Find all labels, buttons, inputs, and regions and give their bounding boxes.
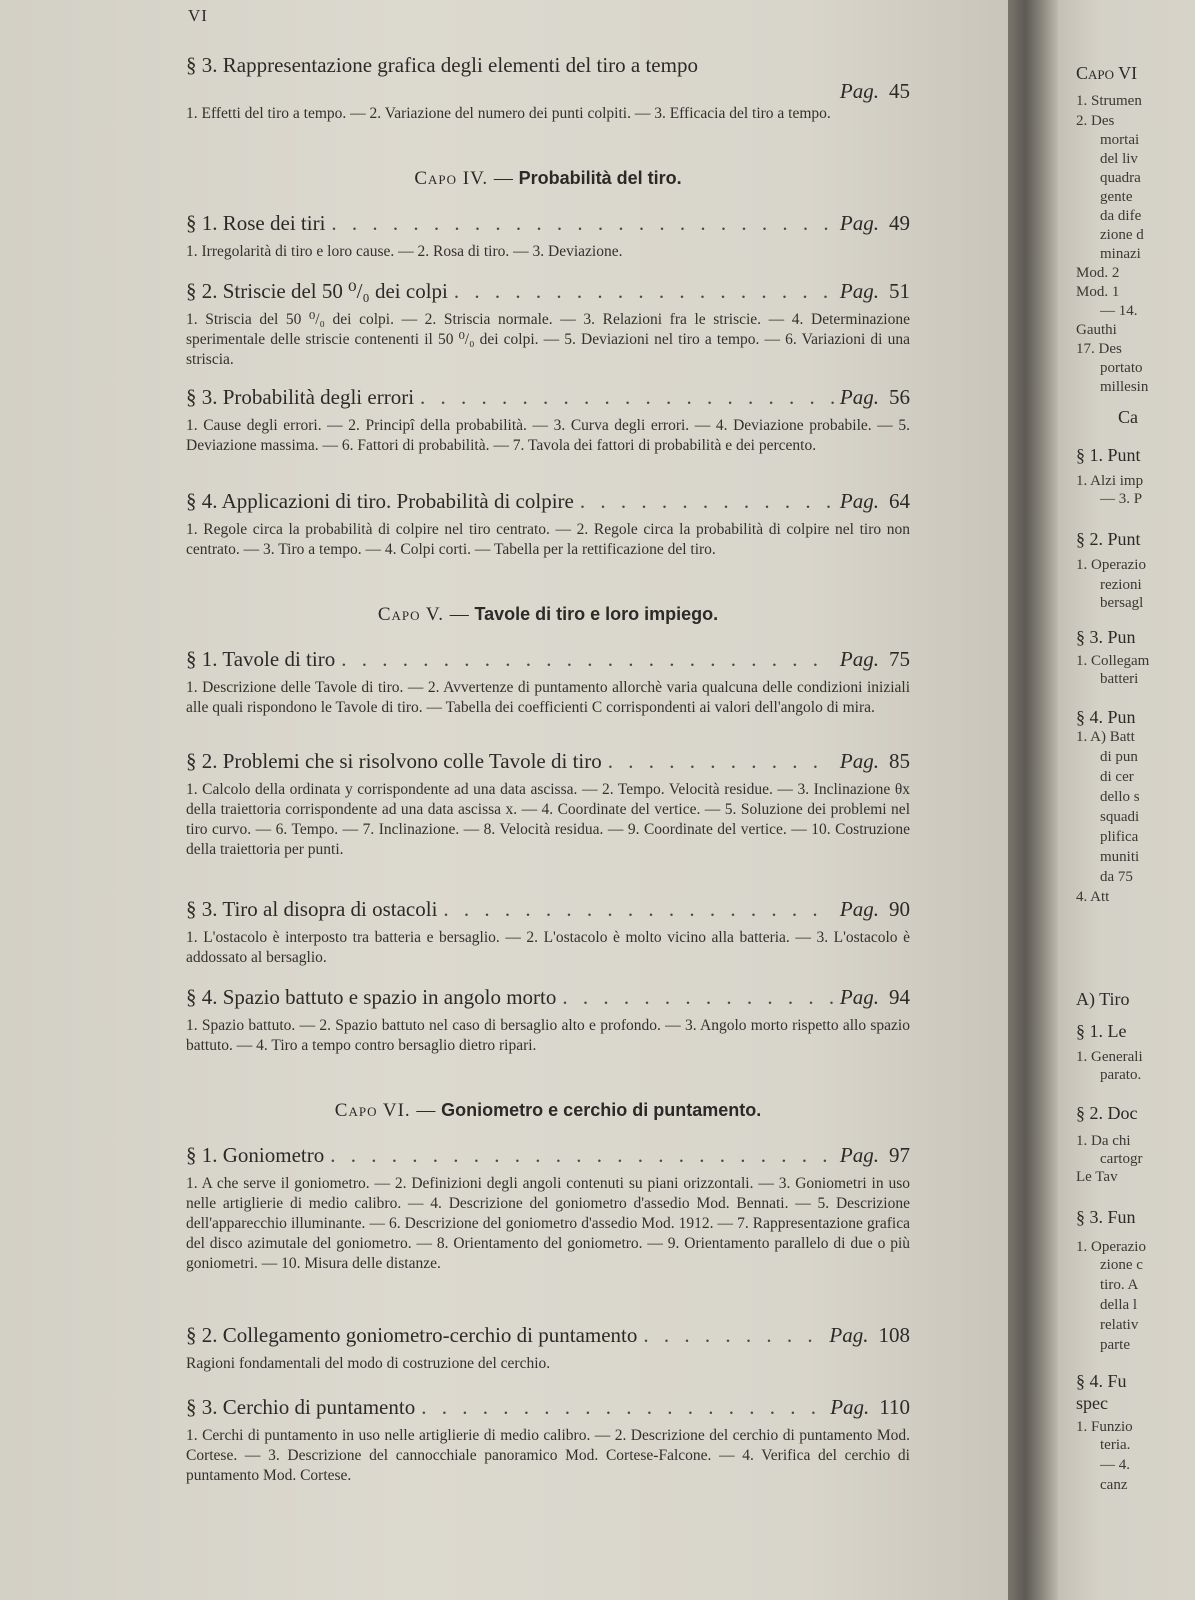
- section-heading: [186, 1394, 910, 1420]
- page-number: 51: [889, 279, 910, 303]
- page-label: Pag.: [839, 749, 879, 773]
- facing-page-line: Ca: [1118, 407, 1138, 427]
- section-summary: 1. Striscia del 50 ⁰/₀ dei colpi. — 2. Striscia normale. — 3. Relazioni fra le striscie. — 4. Determinazione sperimentale delle striscie contenenti il 50 ⁰/₀ dei colpi. — 5. Deviazioni nel tiro a tempo. — 6. Variazioni di una striscia.: [186, 311, 910, 368]
- section-summary: 1. Irregolarità di tiro e loro cause. — 2. Rosa di tiro. — 3. Deviazione.: [186, 243, 623, 260]
- chapter-heading: [186, 166, 910, 191]
- toc-entry: [186, 1394, 910, 1486]
- facing-page-line: teria.: [1100, 1437, 1131, 1453]
- leader-dots: [443, 896, 834, 922]
- section-title: § 4. Spazio battuto e spazio in angolo morto: [186, 985, 557, 1009]
- section-title: § 3. Probabilità degli errori: [186, 385, 415, 409]
- facing-page-line: § 1. Punt: [1076, 445, 1141, 465]
- facing-page-line: muniti: [1100, 849, 1140, 865]
- facing-page-line: 1. Generali: [1076, 1049, 1143, 1065]
- chapter-title: Goniometro e cerchio di puntamento.: [441, 1100, 762, 1120]
- toc-entry: [186, 210, 910, 262]
- facing-page-line: § 1. Le: [1076, 1021, 1127, 1041]
- facing-page-line: zione d: [1100, 227, 1144, 243]
- section-heading: [186, 210, 910, 236]
- toc-entry: [186, 52, 910, 124]
- folio-number: VI: [188, 6, 208, 25]
- facing-page-line: 1. Strumen: [1076, 93, 1142, 109]
- facing-page-line: 1. Funzio: [1076, 1419, 1133, 1435]
- section-summary: 1. L'ostacolo è interposto tra batteria e bersaglio. — 2. L'ostacolo è molto vicino alla batteria. — 3. L'ostacolo è addossato al bersaglio.: [186, 929, 910, 966]
- toc-entry: [186, 1142, 910, 1274]
- section-heading: [186, 488, 910, 514]
- leader-dots: [341, 646, 834, 672]
- facing-page-line: Gauthi: [1076, 322, 1117, 338]
- facing-page-line: Mod. 1: [1076, 284, 1120, 300]
- facing-page-line: — 4.: [1100, 1457, 1130, 1473]
- page-number: 90: [889, 897, 910, 921]
- facing-page-line: § 3. Pun: [1076, 627, 1136, 647]
- facing-page-line: 4. Att: [1076, 889, 1110, 905]
- page-number: 110: [879, 1395, 910, 1419]
- facing-page-line: da dife: [1100, 208, 1142, 224]
- facing-page-line: § 3. Fun: [1076, 1207, 1136, 1227]
- facing-page-line: zione c: [1100, 1257, 1143, 1273]
- toc-entry: [186, 278, 910, 370]
- facing-page-line: § 2. Doc: [1076, 1103, 1138, 1123]
- chapter-title: Tavole di tiro e loro impiego.: [474, 604, 719, 624]
- facing-page-line: § 4. Fu: [1076, 1371, 1127, 1391]
- page-number: 85: [889, 749, 910, 773]
- toc-entry: [186, 488, 910, 560]
- section-title: § 2. Problemi che si risolvono colle Tavole di tiro: [186, 749, 602, 773]
- page-label: Pag.: [830, 1395, 870, 1419]
- section-title: § 1. Goniometro: [186, 1143, 325, 1167]
- leader-dots: [580, 488, 834, 514]
- page-number: 45: [889, 79, 910, 103]
- toc-entry: [186, 896, 910, 968]
- leader-dots: [608, 748, 834, 774]
- facing-page-line: A) Tiro: [1076, 989, 1130, 1009]
- section-title: § 3. Rappresentazione grafica degli elementi del tiro a tempo: [186, 53, 698, 77]
- facing-page-line: — 14.: [1100, 303, 1138, 319]
- section-summary: 1. A che serve il goniometro. — 2. Definizioni degli angoli contenuti su piani orizzontali. — 3. Goniometri in uso nelle artiglierie di medio calibro. — 4. Descrizione del goniometro d'assedio Mod. Bennati. — 5. Descrizione dell'apparecchio illuminante. — 6. Descrizione del goniometro d'assedio Mod. 1912. — 7. Rappresentazione grafica del disco azimutale del goniometro. — 8. Orientamento del goniometro. — 9. Orientamento parallelo di due o più goniometri. — 10. Misura delle distanze.: [186, 1175, 910, 1272]
- facing-page-line: 1. Operazio: [1076, 557, 1146, 573]
- facing-page-line: del liv: [1100, 151, 1138, 167]
- page-label: Pag.: [829, 1323, 869, 1347]
- section-summary: 1. Spazio battuto. — 2. Spazio battuto nel caso di bersaglio alto e profondo. — 3. Angolo morto rispetto allo spazio battuto. — 4. Tiro a tempo contro bersaglio dietro ripari.: [186, 1017, 910, 1054]
- section-summary: 1. Regole circa la probabilità di colpire nel tiro centrato. — 2. Regole circa la probabilità di colpire nel tiro non centrato. — 3. Tiro a tempo. — 4. Colpi corti. — Tabella per la rettificazione del tiro.: [186, 521, 910, 558]
- leader-dots: [420, 384, 834, 410]
- facing-page-line: parato.: [1100, 1067, 1142, 1083]
- page-number: 97: [889, 1143, 910, 1167]
- section-title: § 2. Collegamento goniometro-cerchio di puntamento: [186, 1323, 638, 1347]
- leader-dots: [643, 1322, 823, 1348]
- facing-page-line: di pun: [1100, 749, 1138, 765]
- section-heading: [186, 1322, 910, 1348]
- page-label: Pag.: [839, 1143, 879, 1167]
- facing-page-line: squadi: [1100, 809, 1140, 825]
- facing-page-header: Capo VI: [1076, 63, 1138, 83]
- facing-page-line: minazi: [1100, 246, 1141, 262]
- page-label: Pag.: [839, 985, 879, 1009]
- facing-page-line: 1. Alzi imp: [1076, 473, 1144, 489]
- section-summary: 1. Effetti del tiro a tempo. — 2. Variazione del numero dei punti colpiti. — 3. Efficacia del tiro a tempo.: [186, 105, 831, 122]
- section-title: § 1. Tavole di tiro: [186, 647, 336, 671]
- facing-page-line: cartogr: [1100, 1151, 1143, 1167]
- section-heading: [186, 384, 910, 410]
- page-label: Pag.: [839, 385, 879, 409]
- leader-dots: [330, 1142, 834, 1168]
- chapter-heading: [186, 1098, 910, 1123]
- leader-dots: [562, 984, 834, 1010]
- section-heading: [186, 1142, 910, 1168]
- section-heading: [186, 984, 910, 1010]
- toc-entry: [186, 984, 910, 1056]
- facing-page-line: di cer: [1100, 769, 1134, 785]
- section-title: § 4. Applicazioni di tiro. Probabilità di colpire: [186, 489, 574, 513]
- section-heading: [186, 896, 910, 922]
- section-summary: 1. Cause degli errori. — 2. Principî della probabilità. — 3. Curva degli errori. — 4. Deviazione probabile. — 5. Deviazione massima. — 6. Fattori di probabilità. — 7. Tavola dei fattori di probabilità e dei percento.: [186, 417, 910, 454]
- section-title: § 1. Rose dei tiri: [186, 211, 326, 235]
- facing-page-line: § 4. Pun: [1076, 707, 1136, 727]
- facing-page-line: 1. Da chi: [1076, 1133, 1131, 1149]
- facing-page-line: parte: [1100, 1337, 1130, 1353]
- section-summary: 1. Descrizione delle Tavole di tiro. — 2. Avvertenze di puntamento allorchè varia qualcuna delle condizioni iniziali alle quali rispondono le Tavole di tiro. — Tabella dei coefficienti C corrispondenti ai valori dell'angolo di mira.: [186, 679, 910, 716]
- facing-page-line: plifica: [1100, 829, 1139, 845]
- chapter-label: Capo IV. —: [414, 168, 514, 189]
- facing-page-line: 1. Collegam: [1076, 653, 1150, 669]
- chapter-title: Probabilità del tiro.: [518, 168, 682, 188]
- facing-page-line: mortai: [1100, 132, 1140, 148]
- facing-page-line: canz: [1100, 1477, 1128, 1493]
- page-number: 56: [889, 385, 910, 409]
- page-label: Pag.: [839, 279, 879, 303]
- chapter-heading: [186, 602, 910, 627]
- facing-page-line: bersagl: [1100, 595, 1144, 611]
- section-heading: [186, 52, 910, 104]
- facing-page-line: quadra: [1100, 170, 1141, 186]
- facing-page-line: portato: [1100, 360, 1143, 376]
- section-title: § 3. Tiro al disopra di ostacoli: [186, 897, 438, 921]
- toc-entry: [186, 748, 910, 860]
- page-label: Pag.: [839, 79, 879, 103]
- facing-page-line: 1. Operazio: [1076, 1239, 1146, 1255]
- facing-page-line: 1. A) Batt: [1076, 729, 1135, 745]
- page-number: 49: [889, 211, 910, 235]
- section-summary: Ragioni fondamentali del modo di costruzione del cerchio.: [186, 1355, 551, 1372]
- chapter-label: Capo VI. —: [334, 1100, 437, 1121]
- section-heading: [186, 748, 910, 774]
- leader-dots: [421, 1394, 824, 1420]
- book-gutter: [1008, 0, 1058, 1600]
- facing-page-line: batteri: [1100, 671, 1139, 687]
- section-summary: 1. Calcolo della ordinata y corrispondente ad una data ascissa. — 2. Tempo. Velocità residue. — 3. Inclinazione θx della traiettoria corrispondente ad una data ascissa x. — 4. Coordinate del vertice. — 5. Soluzione dei problemi nel tiro curvo. — 6. Tempo. — 7. Inclinazione. — 8. Velocità residua. — 9. Coordinate del vertice. — 10. Costruzione della traiettoria per punti.: [186, 781, 910, 858]
- facing-page-line: tiro. A: [1100, 1277, 1139, 1293]
- page-number: 64: [889, 489, 910, 513]
- facing-page-line: Mod. 2: [1076, 265, 1120, 281]
- facing-page-line: millesin: [1100, 379, 1149, 395]
- facing-page: [1058, 0, 1195, 1600]
- chapter-label: Capo V. —: [377, 604, 470, 625]
- leader-dots: [454, 278, 834, 304]
- facing-page-line: 2. Des: [1076, 113, 1115, 129]
- facing-page-line: — 3. P: [1100, 491, 1143, 507]
- section-summary: 1. Cerchi di puntamento in uso nelle artiglierie di medio calibro. — 2. Descrizione del cerchio di puntamento Mod. Cortese. — 3. Descrizione del cannocchiale panoramico Mod. Cortese-Falcone. — 4. Verifica del cerchio di puntamento Mod. Cortese.: [186, 1427, 910, 1484]
- leader-dots: [331, 210, 834, 236]
- facing-page-line: relativ: [1100, 1317, 1139, 1333]
- facing-page-line: Le Tav: [1076, 1169, 1118, 1185]
- page-label: Pag.: [839, 489, 879, 513]
- page-number: 94: [889, 985, 910, 1009]
- section-heading: [186, 646, 910, 672]
- section-heading: [186, 278, 910, 304]
- facing-page-line: della l: [1100, 1297, 1138, 1313]
- facing-page-line: rezioni: [1100, 577, 1142, 593]
- section-title: § 3. Cerchio di puntamento: [186, 1395, 416, 1419]
- section-title: § 2. Striscie del 50 ⁰/₀ dei colpi: [186, 279, 448, 303]
- toc-entry: [186, 384, 910, 456]
- page-number: 75: [889, 647, 910, 671]
- facing-page-line: 17. Des: [1076, 341, 1122, 357]
- toc-entry: [186, 646, 910, 718]
- page-label: Pag.: [839, 211, 879, 235]
- page-label: Pag.: [839, 897, 879, 921]
- facing-page-line: spec: [1076, 1393, 1108, 1413]
- page-number: 108: [878, 1323, 910, 1347]
- page-label: Pag.: [839, 647, 879, 671]
- facing-page-line: § 2. Punt: [1076, 529, 1141, 549]
- facing-page-line: dello s: [1100, 789, 1140, 805]
- toc-entry: [186, 1322, 910, 1374]
- facing-page-line: gente: [1100, 189, 1133, 205]
- facing-page-line: da 75: [1100, 869, 1133, 885]
